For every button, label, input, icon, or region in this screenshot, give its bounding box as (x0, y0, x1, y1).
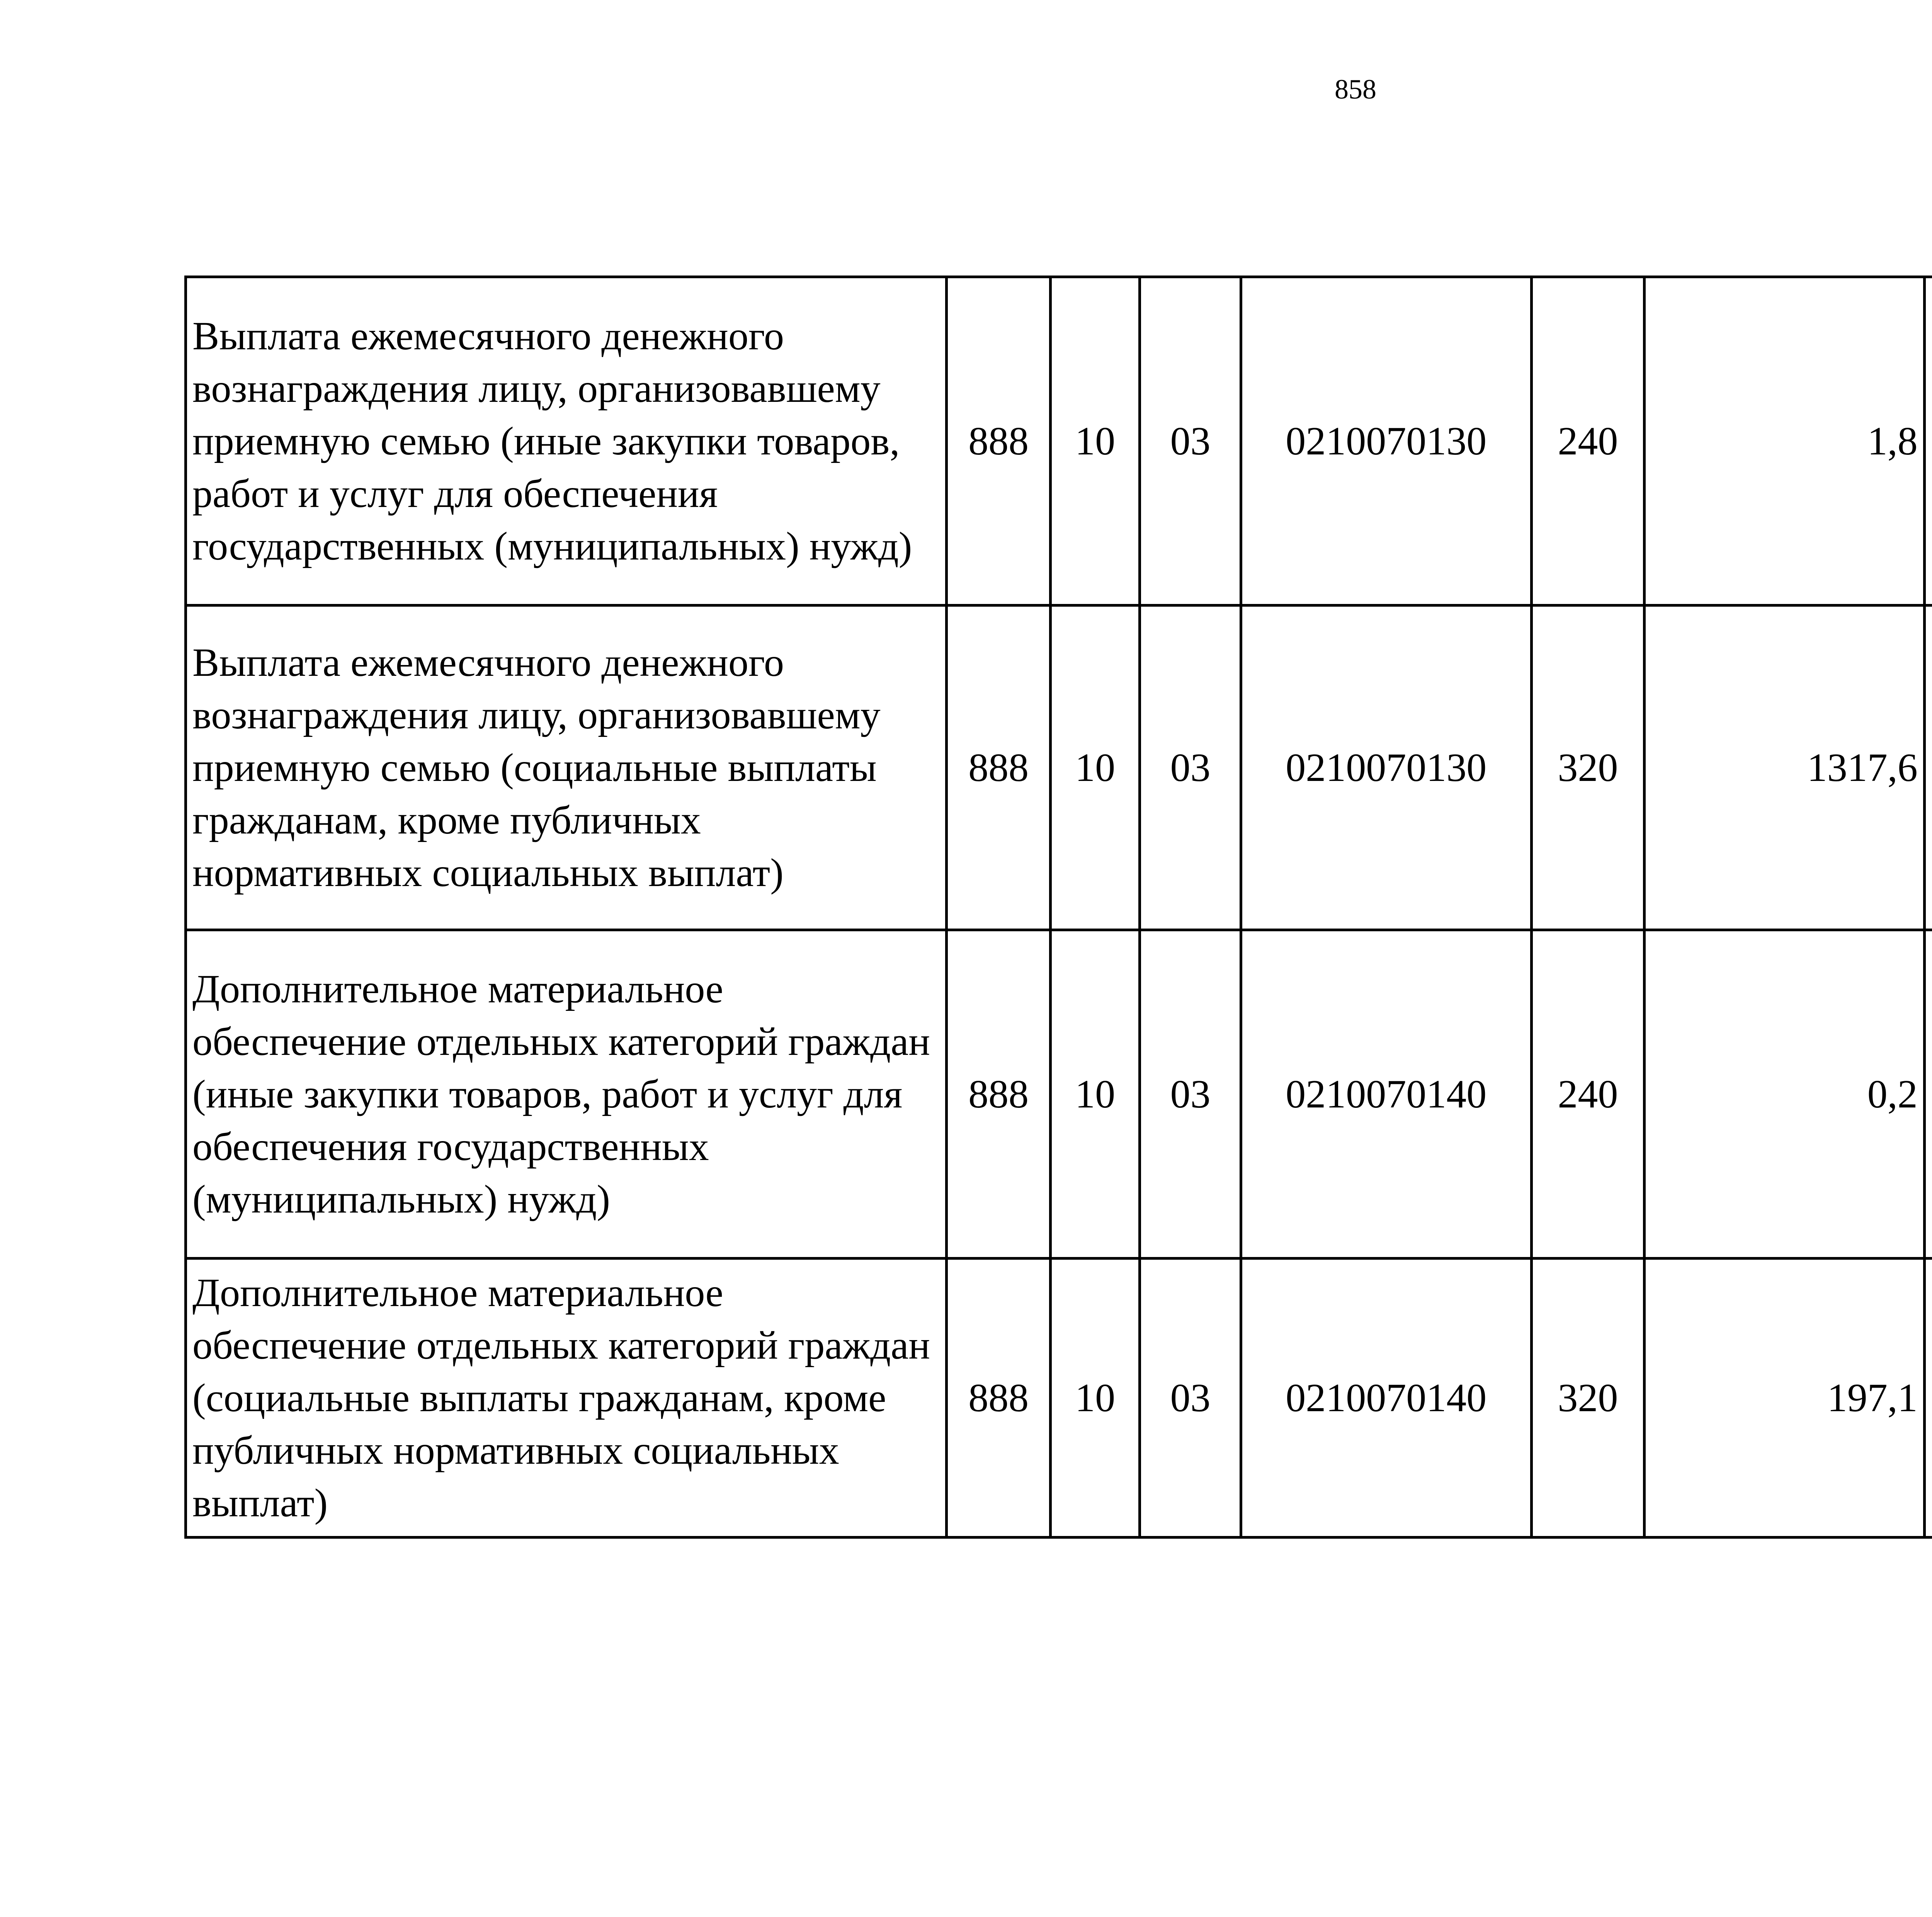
target-article-code: 0210070130 (1241, 606, 1531, 930)
table-row (186, 930, 1932, 1259)
subsection-code: 03 (1140, 277, 1241, 606)
amount-year-2 (1924, 606, 1932, 930)
grbs-code: 888 (947, 1259, 1051, 1538)
amount-year-2 (1924, 930, 1932, 1259)
section-code: 10 (1050, 606, 1140, 930)
section-code: 10 (1050, 1259, 1140, 1538)
target-article-code: 0210070130 (1241, 277, 1531, 606)
section-code: 10 (1050, 930, 1140, 1259)
subsection-code: 03 (1140, 930, 1241, 1259)
subsection-code: 03 (1140, 606, 1241, 930)
table-row (186, 277, 1932, 606)
amount-year-2 (1924, 1259, 1932, 1538)
table-row (186, 606, 1932, 930)
expense-type-code: 320 (1531, 1259, 1645, 1538)
section-code: 10 (1050, 277, 1140, 606)
amount-year-2 (1924, 277, 1932, 606)
amount-year-1: 1,8 (1645, 277, 1925, 606)
expense-description: Выплата ежемесячного денежного вознаграждения лицу, организовавшему приемную семью (социальные выплаты гражданам, кроме публичных нормативных социальных выплат) (186, 606, 947, 930)
expense-description: Дополнительное материальное обеспечение отдельных категорий граждан (иные закупки товаров, работ и услуг для обеспечения государственных (муниципальных) нужд) (186, 930, 947, 1259)
grbs-code: 888 (947, 930, 1051, 1259)
amount-year-1: 0,2 (1645, 930, 1925, 1259)
table-row (186, 1259, 1932, 1538)
expense-type-code: 320 (1531, 606, 1645, 930)
target-article-code: 0210070140 (1241, 930, 1531, 1259)
subsection-code: 03 (1140, 1259, 1241, 1538)
page-number: 858 (1335, 74, 1376, 105)
budget-table (184, 276, 1932, 1539)
amount-year-1: 197,1 (1645, 1259, 1925, 1538)
target-article-code: 0210070140 (1241, 1259, 1531, 1538)
grbs-code: 888 (947, 277, 1051, 606)
expense-type-code: 240 (1531, 930, 1645, 1259)
amount-year-1: 1317,6 (1645, 606, 1925, 930)
expense-type-code: 240 (1531, 277, 1645, 606)
expense-description: Выплата ежемесячного денежного вознаграждения лицу, организовавшему приемную семью (иные закупки товаров, работ и услуг для обеспечения государственных (муниципальных) нужд) (186, 277, 947, 606)
grbs-code: 888 (947, 606, 1051, 930)
expense-description: Дополнительное материальное обеспечение отдельных категорий граждан (социальные выплаты гражданам, кроме публичных нормативных социальных выплат) (186, 1259, 947, 1538)
